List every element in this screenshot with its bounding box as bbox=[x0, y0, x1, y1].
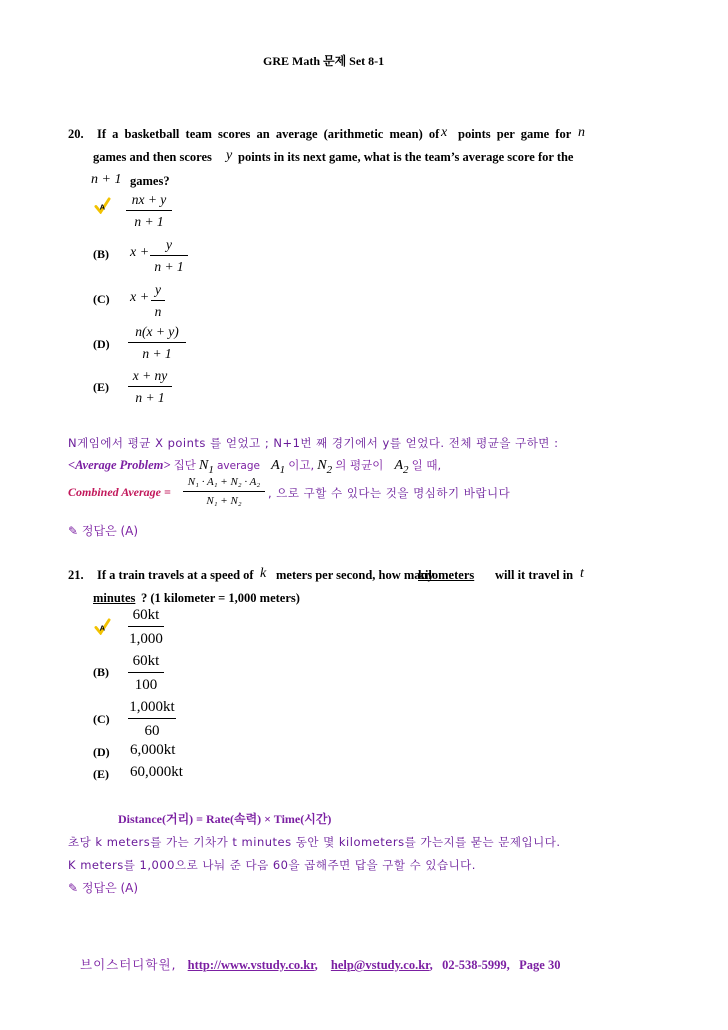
q21-choice-a-fraction bbox=[128, 605, 164, 649]
avg-text4: 의 평균이 bbox=[335, 458, 384, 472]
q20-choice-c-num: y bbox=[155, 282, 161, 297]
q20-choice-b-den: n + 1 bbox=[154, 259, 184, 274]
combined-average-text: , 으로 구할 수 있다는 것을 명심하기 바랍니다 bbox=[268, 486, 511, 500]
q20-choice-e-fraction bbox=[128, 367, 172, 407]
q20-choice-c-den: n bbox=[154, 304, 162, 319]
combined-average-fraction bbox=[183, 475, 265, 509]
q20-line3: games? bbox=[130, 174, 170, 188]
q20-choice-d-fraction bbox=[128, 323, 186, 363]
q21-choice-d-value: 6,000kt bbox=[130, 742, 176, 758]
q21-line1c: will it travel in bbox=[495, 568, 574, 582]
avg-text1: 집단 bbox=[173, 458, 196, 472]
q21-line1b: meters per second, how many bbox=[276, 568, 434, 582]
q20-choice-b-num: y bbox=[166, 237, 172, 252]
q21-choice-b-label: (B) bbox=[93, 665, 109, 679]
q21-choice-d-label: (D) bbox=[93, 745, 110, 759]
q21-choice-b-den: 100 bbox=[134, 677, 158, 693]
average-problem-line bbox=[68, 457, 441, 476]
q21-line2: ? (1 kilometer = 1,000 meters) bbox=[141, 591, 300, 605]
combined-den: N₁ + N₂ bbox=[206, 495, 242, 507]
q20-line2a: games and then scores bbox=[93, 150, 212, 164]
q20-choice-c-prefix: x + bbox=[130, 290, 150, 305]
q20-choice-a-fraction bbox=[126, 191, 172, 231]
q20-n-plus-1: n + 1 bbox=[91, 172, 122, 187]
answer-pen-icon: ✎ bbox=[68, 881, 79, 895]
q21-choice-a-den: 1,000 bbox=[129, 631, 163, 647]
q20-line2b: points in its next game, what is the team’s average score for the bbox=[238, 150, 574, 164]
q20-explanation: N게임에서 평균 X points 를 얻었고 ; N+1번 째 경기에서 y를 얻었다. 전체 평균을 구하면 : bbox=[68, 436, 559, 450]
q20-choice-c-fraction bbox=[151, 281, 165, 321]
q21-choice-c-fraction bbox=[128, 697, 176, 741]
footer-url-link[interactable]: http://www.vstudy.co.kr bbox=[187, 958, 315, 972]
q21-explanation-2: K meters를 1,000으로 나눠 준 다음 60을 곱해주면 답을 구할 수 있습니다. bbox=[68, 858, 476, 872]
footer-email-link[interactable]: help@vstudy.co.kr bbox=[330, 958, 430, 972]
avg-text5: 일 때, bbox=[411, 458, 442, 472]
avg-a1: $A_1$ bbox=[271, 458, 286, 476]
answer-check-icon bbox=[94, 618, 111, 635]
footer bbox=[80, 955, 560, 973]
q21-line1a: If a train travels at a speed of bbox=[97, 568, 254, 582]
q20-choice-b-fraction bbox=[150, 236, 188, 276]
q21-answer: ✎ 정답은 (A) bbox=[68, 881, 139, 895]
q21-choice-c-label: (C) bbox=[93, 712, 110, 726]
q21-choice-e-label: (E) bbox=[93, 767, 109, 781]
q21-var-t: t bbox=[580, 566, 584, 581]
svg-text:A: A bbox=[99, 202, 106, 212]
q21-choice-e-value: 60,000kt bbox=[130, 764, 183, 780]
q21-choice-b-num: 60kt bbox=[132, 653, 160, 669]
avg-n1: $N_1$ bbox=[199, 458, 214, 476]
q20-choice-e-den: n + 1 bbox=[135, 390, 165, 405]
q20-line1: If a basketball team scores an average (arithmetic mean) of bbox=[97, 127, 440, 141]
footer-contact: , 02-538-5999, Page 30 bbox=[429, 958, 561, 972]
q20-choice-d-label: (D) bbox=[93, 337, 110, 351]
answer-pen-icon: ✎ bbox=[68, 524, 79, 538]
q21-choice-c-num: 1,000kt bbox=[129, 699, 175, 715]
q20-choice-e-label: (E) bbox=[93, 380, 109, 394]
q20-choice-d-den: n + 1 bbox=[142, 346, 172, 361]
q21-choice-b-fraction bbox=[128, 651, 164, 695]
answer-check-icon bbox=[94, 197, 111, 214]
q20-var-x: x bbox=[441, 125, 448, 140]
q21-explanation-1: 초당 k meters를 가는 기차가 t minutes 동안 몇 kilometers를 가는지를 묻는 문제입니다. bbox=[68, 835, 561, 849]
q20-choice-e-num: x + ny bbox=[132, 368, 168, 383]
q20-var-y: y bbox=[226, 148, 233, 163]
avg-a2: $A_2$ bbox=[394, 458, 409, 476]
q20-choice-b-prefix: x + bbox=[130, 245, 150, 260]
q21-kilometers: kilometers bbox=[418, 568, 475, 582]
avg-text2: average bbox=[216, 460, 260, 472]
average-problem-label: <Average Problem> bbox=[68, 458, 171, 472]
page-header: GRE Math 문제 Set 8-1 bbox=[263, 54, 385, 68]
svg-text:A: A bbox=[99, 623, 106, 633]
q20-line1b: points per game for bbox=[458, 127, 572, 141]
combined-num: N₁ · A₁ + N₂ · A₂ bbox=[187, 476, 261, 488]
combined-average-label: Combined Average = bbox=[68, 485, 171, 499]
q21-var-k: k bbox=[260, 566, 267, 581]
q20-choice-c-label: (C) bbox=[93, 292, 110, 306]
q21-choice-c-den: 60 bbox=[144, 723, 160, 739]
q20-number: 20. bbox=[68, 127, 84, 141]
avg-text3: 이고, bbox=[288, 458, 315, 472]
q20-choice-a-num: nx + y bbox=[131, 192, 167, 207]
footer-comma: , bbox=[314, 958, 318, 972]
q20-choice-a-den: n + 1 bbox=[134, 214, 164, 229]
avg-n2: $N_2$ bbox=[317, 458, 333, 476]
q21-choice-a-num: 60kt bbox=[132, 607, 160, 623]
footer-org: 브이스터디학원, bbox=[80, 957, 177, 972]
q21-number: 21. bbox=[68, 568, 84, 582]
q21-minutes: minutes bbox=[93, 591, 136, 605]
q21-formula: Distance(거리) = Rate(속력) × Time(시간) bbox=[118, 812, 332, 826]
q20-choice-d-num: n(x + y) bbox=[135, 324, 179, 339]
q20-var-n: n bbox=[578, 125, 585, 140]
q20-answer: ✎ 정답은 (A) bbox=[68, 524, 139, 538]
q20-choice-b-label: (B) bbox=[93, 247, 109, 261]
